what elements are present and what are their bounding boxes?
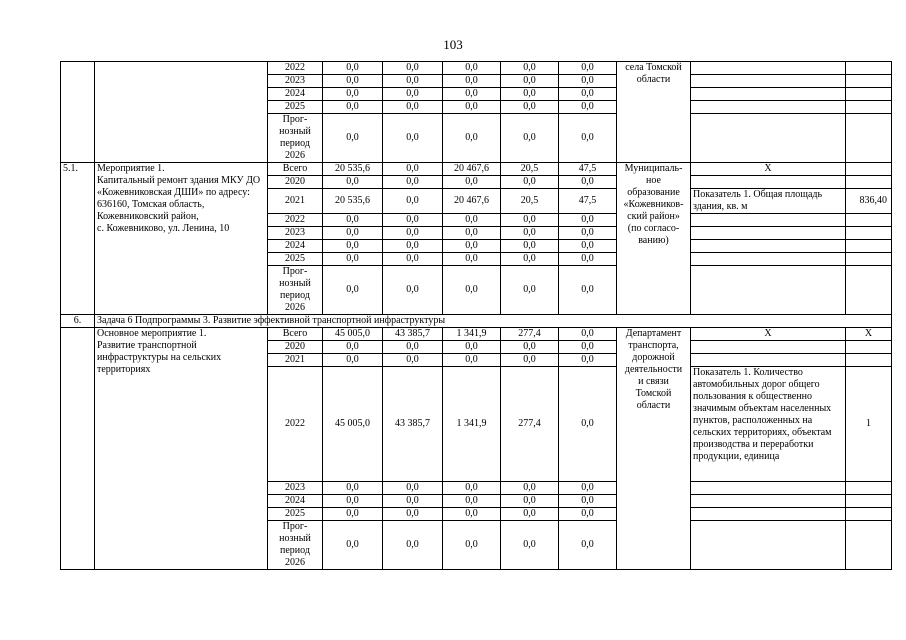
indicator-cell bbox=[691, 62, 846, 75]
indicator-cell bbox=[691, 75, 846, 88]
year-cell: 2021 bbox=[268, 189, 323, 214]
value-cell: 0,0 bbox=[501, 240, 559, 253]
year-cell: 2024 bbox=[268, 88, 323, 101]
value-cell: 0,0 bbox=[383, 101, 443, 114]
executor-cell: Департамент транспорта, дорожной деятельности и связи Томской области bbox=[617, 328, 691, 570]
value-cell: 0,0 bbox=[323, 495, 383, 508]
value-cell: 43 385,7 bbox=[383, 367, 443, 482]
indicator-value-cell bbox=[846, 253, 892, 266]
value-cell: 0,0 bbox=[443, 176, 501, 189]
x-mark-cell: X bbox=[846, 328, 892, 341]
indicator-cell bbox=[691, 88, 846, 101]
year-cell: 2022 bbox=[268, 367, 323, 482]
indicator-cell: Показатель 1. Количество автомобильных дорог общего пользования к общественно значимым объектам населенных пунктов, расположенных на сельских территориях, объектам производства и переработки продукции, единица bbox=[691, 367, 846, 482]
value-cell: 0,0 bbox=[559, 266, 617, 315]
year-cell: 2023 bbox=[268, 482, 323, 495]
value-cell: 45 005,0 bbox=[323, 328, 383, 341]
indicator-value-cell bbox=[846, 75, 892, 88]
value-cell: 0,0 bbox=[383, 176, 443, 189]
year-cell: 2023 bbox=[268, 75, 323, 88]
name-cell bbox=[95, 62, 268, 163]
value-cell: 0,0 bbox=[559, 176, 617, 189]
value-cell: 0,0 bbox=[323, 176, 383, 189]
value-cell: 20 467,6 bbox=[443, 189, 501, 214]
name-cell: Мероприятие 1. Капитальный ремонт здания МКУ ДО «Кожевниковская ДШИ» по адресу: 636160, Томская область, Кожевниковский район, с. Кожевниково, ул. Ленина, 10 bbox=[95, 163, 268, 315]
indicator-value-cell bbox=[846, 114, 892, 163]
indicator-value-cell bbox=[846, 482, 892, 495]
year-cell: 2025 bbox=[268, 101, 323, 114]
value-cell: 0,0 bbox=[383, 214, 443, 227]
value-cell: 0,0 bbox=[443, 354, 501, 367]
value-cell: 0,0 bbox=[443, 214, 501, 227]
value-cell: 0,0 bbox=[323, 101, 383, 114]
value-cell: 0,0 bbox=[443, 114, 501, 163]
value-cell: 0,0 bbox=[559, 240, 617, 253]
value-cell: 0,0 bbox=[383, 482, 443, 495]
indicator-cell: Показатель 1. Общая площадь здания, кв. м bbox=[691, 189, 846, 214]
year-cell: 2022 bbox=[268, 62, 323, 75]
value-cell: 0,0 bbox=[559, 367, 617, 482]
value-cell: 0,0 bbox=[383, 75, 443, 88]
indicator-cell bbox=[691, 240, 846, 253]
value-cell: 0,0 bbox=[559, 253, 617, 266]
year-cell: 2025 bbox=[268, 253, 323, 266]
value-cell: 0,0 bbox=[501, 341, 559, 354]
program-table bbox=[60, 61, 892, 570]
indicator-cell bbox=[691, 227, 846, 240]
year-cell: 2021 bbox=[268, 354, 323, 367]
indicator-value-cell bbox=[846, 176, 892, 189]
year-cell: 2020 bbox=[268, 341, 323, 354]
value-cell: 0,0 bbox=[383, 508, 443, 521]
value-cell: 0,0 bbox=[443, 240, 501, 253]
value-cell: 0,0 bbox=[501, 62, 559, 75]
indicator-cell bbox=[691, 176, 846, 189]
value-cell: 0,0 bbox=[323, 75, 383, 88]
value-cell: 0,0 bbox=[559, 227, 617, 240]
value-cell: 0,0 bbox=[323, 482, 383, 495]
value-cell: 0,0 bbox=[501, 214, 559, 227]
indicator-value-cell bbox=[846, 214, 892, 227]
value-cell: 0,0 bbox=[443, 75, 501, 88]
value-cell: 0,0 bbox=[559, 341, 617, 354]
value-cell: 0,0 bbox=[501, 88, 559, 101]
value-cell: 0,0 bbox=[501, 508, 559, 521]
value-cell: 0,0 bbox=[501, 521, 559, 570]
indicator-value-cell bbox=[846, 163, 892, 176]
value-cell: 0,0 bbox=[559, 482, 617, 495]
value-cell: 0,0 bbox=[323, 354, 383, 367]
indicator-cell bbox=[691, 101, 846, 114]
value-cell: 0,0 bbox=[323, 266, 383, 315]
value-cell: 0,0 bbox=[443, 101, 501, 114]
value-cell: 47,5 bbox=[559, 189, 617, 214]
value-cell: 0,0 bbox=[501, 176, 559, 189]
value-cell: 0,0 bbox=[501, 266, 559, 315]
value-cell: 0,0 bbox=[443, 495, 501, 508]
value-cell: 0,0 bbox=[383, 521, 443, 570]
indicator-value-cell bbox=[846, 88, 892, 101]
value-cell: 0,0 bbox=[383, 227, 443, 240]
value-cell: 0,0 bbox=[383, 163, 443, 176]
table-row bbox=[61, 328, 892, 341]
indicator-cell bbox=[691, 354, 846, 367]
value-cell: 0,0 bbox=[443, 341, 501, 354]
section-title: Задача 6 Подпрограммы 3. Развитие эффективной транспортной инфраструктуры bbox=[95, 315, 892, 328]
value-cell: 0,0 bbox=[501, 482, 559, 495]
indicator-value-cell bbox=[846, 495, 892, 508]
year-cell: 2022 bbox=[268, 214, 323, 227]
indicator-value-cell bbox=[846, 62, 892, 75]
indicator-cell bbox=[691, 114, 846, 163]
value-cell: 0,0 bbox=[443, 482, 501, 495]
value-cell: 0,0 bbox=[323, 88, 383, 101]
value-cell: 0,0 bbox=[443, 88, 501, 101]
indicator-cell bbox=[691, 266, 846, 315]
value-cell: 0,0 bbox=[559, 495, 617, 508]
value-cell: 0,0 bbox=[323, 62, 383, 75]
value-cell: 0,0 bbox=[443, 266, 501, 315]
table-body bbox=[61, 62, 892, 570]
value-cell: 0,0 bbox=[383, 495, 443, 508]
value-cell: 0,0 bbox=[559, 75, 617, 88]
year-cell: 2020 bbox=[268, 176, 323, 189]
value-cell: 0,0 bbox=[501, 114, 559, 163]
value-cell: 277,4 bbox=[501, 367, 559, 482]
value-cell: 0,0 bbox=[323, 521, 383, 570]
value-cell: 0,0 bbox=[323, 114, 383, 163]
year-cell: Всего bbox=[268, 328, 323, 341]
value-cell: 47,5 bbox=[559, 163, 617, 176]
indicator-value-cell: 836,40 bbox=[846, 189, 892, 214]
value-cell: 0,0 bbox=[323, 508, 383, 521]
value-cell: 0,0 bbox=[501, 75, 559, 88]
year-cell: Прог- нозный период 2026 bbox=[268, 114, 323, 163]
value-cell: 20 535,6 bbox=[323, 189, 383, 214]
indicator-cell bbox=[691, 253, 846, 266]
value-cell: 0,0 bbox=[323, 253, 383, 266]
value-cell: 0,0 bbox=[559, 214, 617, 227]
name-cell: Основное мероприятие 1. Развитие транспортной инфраструктуры на сельских территориях bbox=[95, 328, 268, 570]
value-cell: 0,0 bbox=[383, 341, 443, 354]
value-cell: 0,0 bbox=[559, 354, 617, 367]
num-cell: 6. bbox=[61, 315, 95, 328]
indicator-cell bbox=[691, 341, 846, 354]
indicator-value-cell bbox=[846, 240, 892, 253]
value-cell: 0,0 bbox=[383, 354, 443, 367]
page-number: 103 bbox=[443, 37, 463, 52]
value-cell: 0,0 bbox=[501, 227, 559, 240]
value-cell: 0,0 bbox=[501, 253, 559, 266]
table-row bbox=[61, 62, 892, 75]
indicator-cell bbox=[691, 214, 846, 227]
value-cell: 0,0 bbox=[383, 114, 443, 163]
value-cell: 0,0 bbox=[559, 88, 617, 101]
value-cell: 0,0 bbox=[383, 253, 443, 266]
value-cell: 0,0 bbox=[383, 62, 443, 75]
num-cell: 5.1. bbox=[61, 163, 95, 315]
value-cell: 0,0 bbox=[443, 253, 501, 266]
value-cell: 0,0 bbox=[443, 227, 501, 240]
num-cell bbox=[61, 328, 95, 570]
table-row bbox=[61, 163, 892, 176]
value-cell: 43 385,7 bbox=[383, 328, 443, 341]
indicator-cell bbox=[691, 521, 846, 570]
indicator-value-cell: 1 bbox=[846, 367, 892, 482]
indicator-value-cell bbox=[846, 341, 892, 354]
year-cell: Прог- нозный период 2026 bbox=[268, 521, 323, 570]
value-cell: 0,0 bbox=[443, 62, 501, 75]
indicator-value-cell bbox=[846, 266, 892, 315]
x-mark-cell: X bbox=[691, 163, 846, 176]
value-cell: 1 341,9 bbox=[443, 328, 501, 341]
value-cell: 0,0 bbox=[323, 214, 383, 227]
executor-cell: Муниципаль- ное образование «Кожевников- ский район» (по согласо- ванию) bbox=[617, 163, 691, 315]
indicator-value-cell bbox=[846, 508, 892, 521]
executor-cell: села Томской области bbox=[617, 62, 691, 163]
num-cell bbox=[61, 62, 95, 163]
value-cell: 0,0 bbox=[443, 508, 501, 521]
value-cell: 0,0 bbox=[323, 240, 383, 253]
value-cell: 1 341,9 bbox=[443, 367, 501, 482]
value-cell: 0,0 bbox=[501, 354, 559, 367]
value-cell: 0,0 bbox=[383, 88, 443, 101]
value-cell: 0,0 bbox=[559, 62, 617, 75]
value-cell: 0,0 bbox=[559, 508, 617, 521]
value-cell: 0,0 bbox=[559, 328, 617, 341]
value-cell: 45 005,0 bbox=[323, 367, 383, 482]
section-header-row bbox=[61, 315, 892, 328]
value-cell: 0,0 bbox=[383, 266, 443, 315]
indicator-cell bbox=[691, 508, 846, 521]
indicator-value-cell bbox=[846, 101, 892, 114]
year-cell: 2024 bbox=[268, 495, 323, 508]
indicator-cell bbox=[691, 495, 846, 508]
year-cell: Прог- нозный период 2026 bbox=[268, 266, 323, 315]
year-cell: 2025 bbox=[268, 508, 323, 521]
value-cell: 20 535,6 bbox=[323, 163, 383, 176]
indicator-cell bbox=[691, 482, 846, 495]
year-cell: 2023 bbox=[268, 227, 323, 240]
value-cell: 0,0 bbox=[323, 227, 383, 240]
value-cell: 0,0 bbox=[559, 521, 617, 570]
value-cell: 0,0 bbox=[559, 114, 617, 163]
value-cell: 0,0 bbox=[501, 495, 559, 508]
value-cell: 0,0 bbox=[383, 189, 443, 214]
value-cell: 0,0 bbox=[559, 101, 617, 114]
value-cell: 20 467,6 bbox=[443, 163, 501, 176]
indicator-value-cell bbox=[846, 354, 892, 367]
x-mark-cell: X bbox=[691, 328, 846, 341]
value-cell: 20,5 bbox=[501, 189, 559, 214]
value-cell: 20,5 bbox=[501, 163, 559, 176]
year-cell: 2024 bbox=[268, 240, 323, 253]
value-cell: 0,0 bbox=[443, 521, 501, 570]
indicator-value-cell bbox=[846, 227, 892, 240]
value-cell: 277,4 bbox=[501, 328, 559, 341]
value-cell: 0,0 bbox=[323, 341, 383, 354]
value-cell: 0,0 bbox=[501, 101, 559, 114]
year-cell: Всего bbox=[268, 163, 323, 176]
indicator-value-cell bbox=[846, 521, 892, 570]
value-cell: 0,0 bbox=[383, 240, 443, 253]
